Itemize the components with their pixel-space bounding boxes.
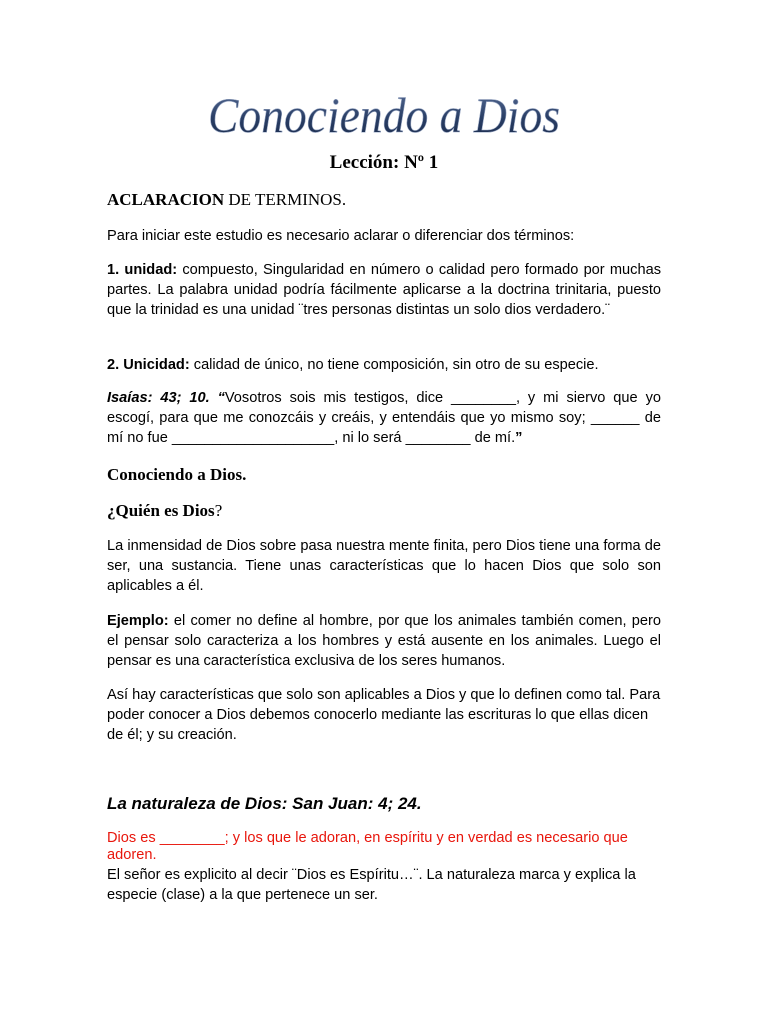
term-unicidad <box>107 355 661 375</box>
term-unidad-text: compuesto, Singularidad en número o calidad pero formado por muchas partes. La palabra unidad podría fácilmente aplicarse a la doctrina trinitaria, puesto que la trinidad es una unidad ¨tres personas distintas un solo dios verdadero.¨ <box>107 262 661 319</box>
isaias-ref: Isaías: 43; 10. “ <box>107 390 225 406</box>
logo-wordart <box>174 80 594 144</box>
isaias-quote <box>107 388 661 449</box>
logo-text: Conociendo a Dios <box>208 87 560 143</box>
ejemplo-label: Ejemplo: <box>107 613 169 629</box>
paragraph-inmensidad: La inmensidad de Dios sobre pasa nuestra mente finita, pero Dios tiene una forma de ser, una sustancia. Tiene unas características que lo hacen Dios que solo son aplicables a él. <box>107 538 661 595</box>
aclaracion-bold: ACLARACION <box>107 190 225 209</box>
term-unicidad-label: 2. Unicidad: <box>107 357 190 373</box>
aclaracion-heading <box>107 190 661 210</box>
heading-conociendo: Conociendo a Dios. <box>107 465 247 484</box>
heading-quien-rest: ? <box>214 501 223 520</box>
heading-quien <box>107 501 661 521</box>
naturaleza-title: La naturaleza de Dios: San Juan: 4; 24. <box>107 794 422 813</box>
naturaleza-red-text: Dios es ________; y los que le adoran, en espíritu y en verdad es necesario que adoren. <box>107 830 628 863</box>
naturaleza-text: El señor es explicito al decir ¨Dios es Espíritu…¨. La naturaleza marca y explica la especie (clase) a la que pertenece un ser. <box>107 867 636 904</box>
heading-quien-bold: ¿Quién es Dios <box>107 501 215 520</box>
isaias-close: ” <box>515 430 523 447</box>
lesson-title: Lección: Nº 1 <box>329 152 439 173</box>
term-unidad <box>107 260 661 321</box>
isaias-text: Vosotros sois mis testigos, dice ________, y mi siervo que yo escogí, para que me conozcáis y creáis, y entendáis que yo mismo soy; ______ de mí no fue ____________________, ni lo será ________ de mí. <box>107 390 661 447</box>
intro-paragraph: Para iniciar este estudio es necesario aclarar o diferenciar dos términos: <box>107 228 575 244</box>
title-logo <box>0 80 768 144</box>
paragraph-asi: Así hay características que solo son aplicables a Dios y que lo definen como tal. Para poder conocer a Dios debemos conocerlo mediante las escrituras lo que ellas dicen de él; y su creación. <box>107 687 661 744</box>
aclaracion-rest: DE TERMINOS. <box>224 190 347 209</box>
ejemplo-text: el comer no define al hombre, por que los animales también comen, pero el pensar solo caracteriza a los hombres y está ausente en los animales. Luego el pensar es una característica exclusiva de los seres humanos. <box>107 613 661 670</box>
term-unidad-label: 1. unidad: <box>107 262 178 278</box>
term-unicidad-text: calidad de único, no tiene composición, sin otro de su especie. <box>189 357 599 373</box>
paragraph-ejemplo <box>107 611 661 672</box>
